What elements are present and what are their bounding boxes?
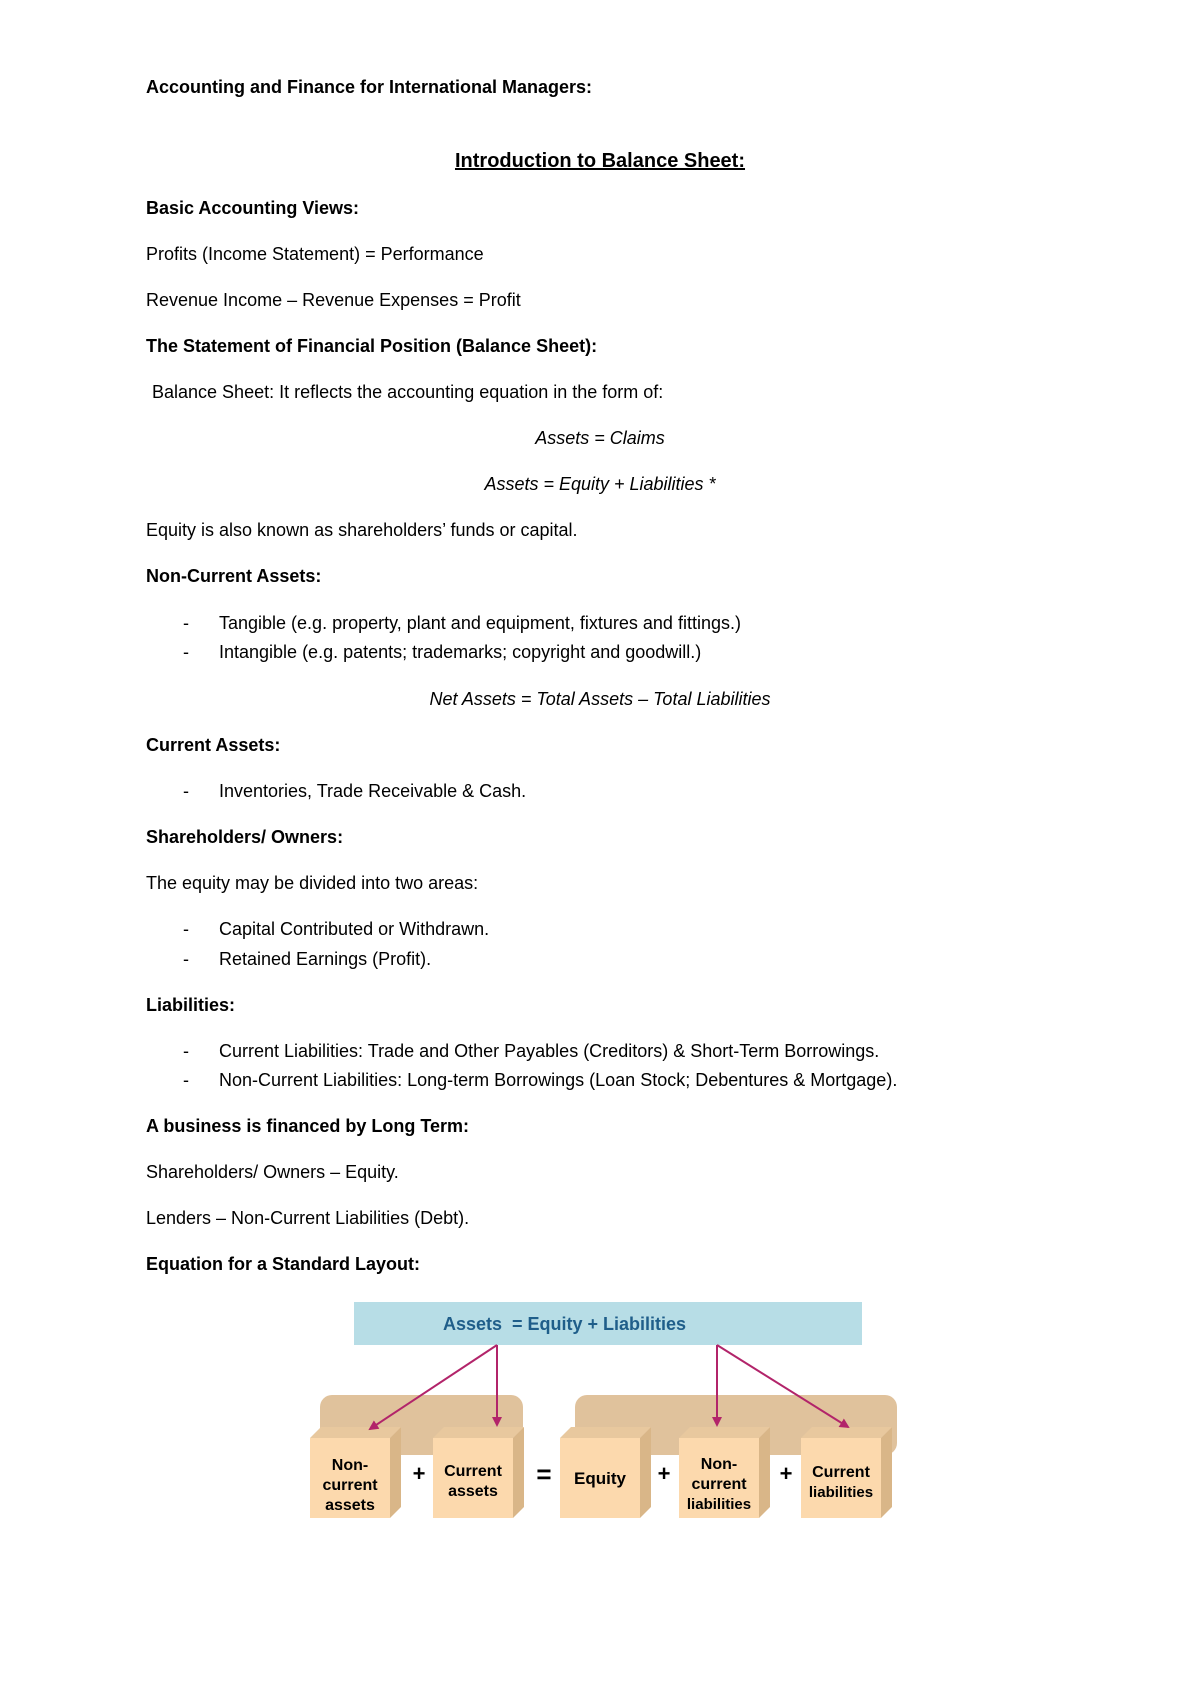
bullet-dash: - xyxy=(183,1041,189,1061)
balance-sheet-diagram xyxy=(300,1295,920,1535)
bullet-dash: - xyxy=(183,1070,189,1090)
equity-box xyxy=(560,1427,651,1518)
liabilities-item-text: Non-Current Liabilities: Long-term Borrowings (Loan Stock; Debentures & Mortgage). xyxy=(219,1070,898,1090)
net-assets-equation: Net Assets = Total Assets – Total Liabilities xyxy=(429,689,771,709)
bullet-dash: - xyxy=(183,919,189,939)
cl-label-2: liabilities xyxy=(808,1484,874,1501)
non-current-liabilities-box xyxy=(679,1427,770,1518)
current-liabilities-box xyxy=(801,1427,892,1518)
standard-layout-heading: Equation for a Standard Layout: xyxy=(146,1254,421,1274)
nca-heading: Non-Current Assets: xyxy=(146,566,322,586)
banner-equity-liabilities-label: = Equity + Liabilities xyxy=(512,1314,687,1334)
document-header: Accounting and Finance for International Managers: xyxy=(146,77,593,97)
bullet-dash: - xyxy=(183,642,189,662)
plus-sign-3: + xyxy=(779,1461,793,1486)
owners-intro: The equity may be divided into two areas: xyxy=(146,873,479,893)
non-current-assets-box xyxy=(310,1427,401,1518)
ncl-label-2: current xyxy=(691,1476,747,1493)
plus-sign-1: + xyxy=(412,1461,426,1486)
bullet-dash: - xyxy=(183,613,189,633)
equity-label: Equity xyxy=(574,1469,626,1488)
plus-sign-2: + xyxy=(657,1461,671,1486)
owners-item-text: Capital Contributed or Withdrawn. xyxy=(219,919,490,939)
bullet-dash: - xyxy=(183,949,189,969)
financed-heading: A business is financed by Long Term: xyxy=(146,1116,470,1136)
sfp-heading: The Statement of Financial Position (Balance Sheet): xyxy=(146,336,598,356)
equals-sign: = xyxy=(536,1459,552,1489)
financed-line-debt: Lenders – Non-Current Liabilities (Debt). xyxy=(146,1208,470,1228)
balance-sheet-line: Balance Sheet: It reflects the accounting equation in the form of: xyxy=(152,382,664,402)
liabilities-heading: Liabilities: xyxy=(146,995,236,1015)
page-title: Introduction to Balance Sheet: xyxy=(454,150,746,172)
ca-label-2: assets xyxy=(448,1483,498,1500)
owners-item-text: Retained Earnings (Profit). xyxy=(219,949,432,969)
nca-item-text: Tangible (e.g. property, plant and equipment, fixtures and fittings.) xyxy=(219,613,741,633)
equation-assets-equity-liabilities: Assets = Equity + Liabilities * xyxy=(484,474,716,494)
nca-label-2: current xyxy=(322,1477,378,1494)
ca-label-1: Current xyxy=(444,1463,502,1480)
current-assets-box xyxy=(433,1427,524,1518)
nca-item-text: Intangible (e.g. patents; trademarks; copyright and goodwill.) xyxy=(219,642,702,662)
financed-line-equity: Shareholders/ Owners – Equity. xyxy=(146,1162,399,1182)
ca-heading: Current Assets: xyxy=(146,735,281,755)
cl-label-1: Current xyxy=(812,1464,870,1481)
nca-label-3: assets xyxy=(325,1497,375,1514)
banner-assets-label: Assets xyxy=(442,1314,502,1334)
revenue-line: Revenue Income – Revenue Expenses = Profit xyxy=(146,290,521,310)
liabilities-item-text: Current Liabilities: Trade and Other Payables (Creditors) & Short-Term Borrowings. xyxy=(219,1041,880,1061)
ncl-label-3: liabilities xyxy=(686,1496,752,1513)
basic-views-heading: Basic Accounting Views: xyxy=(146,198,360,218)
equation-assets-claims: Assets = Claims xyxy=(535,428,665,448)
profits-line: Profits (Income Statement) = Performance xyxy=(146,244,484,264)
owners-heading: Shareholders/ Owners: xyxy=(146,827,344,847)
bullet-dash: - xyxy=(183,781,189,801)
nca-label-1: Non- xyxy=(331,1457,369,1474)
ncl-label-1: Non- xyxy=(700,1456,738,1473)
ca-item-text: Inventories, Trade Receivable & Cash. xyxy=(219,781,527,801)
equity-note: Equity is also known as shareholders’ funds or capital. xyxy=(146,520,578,540)
